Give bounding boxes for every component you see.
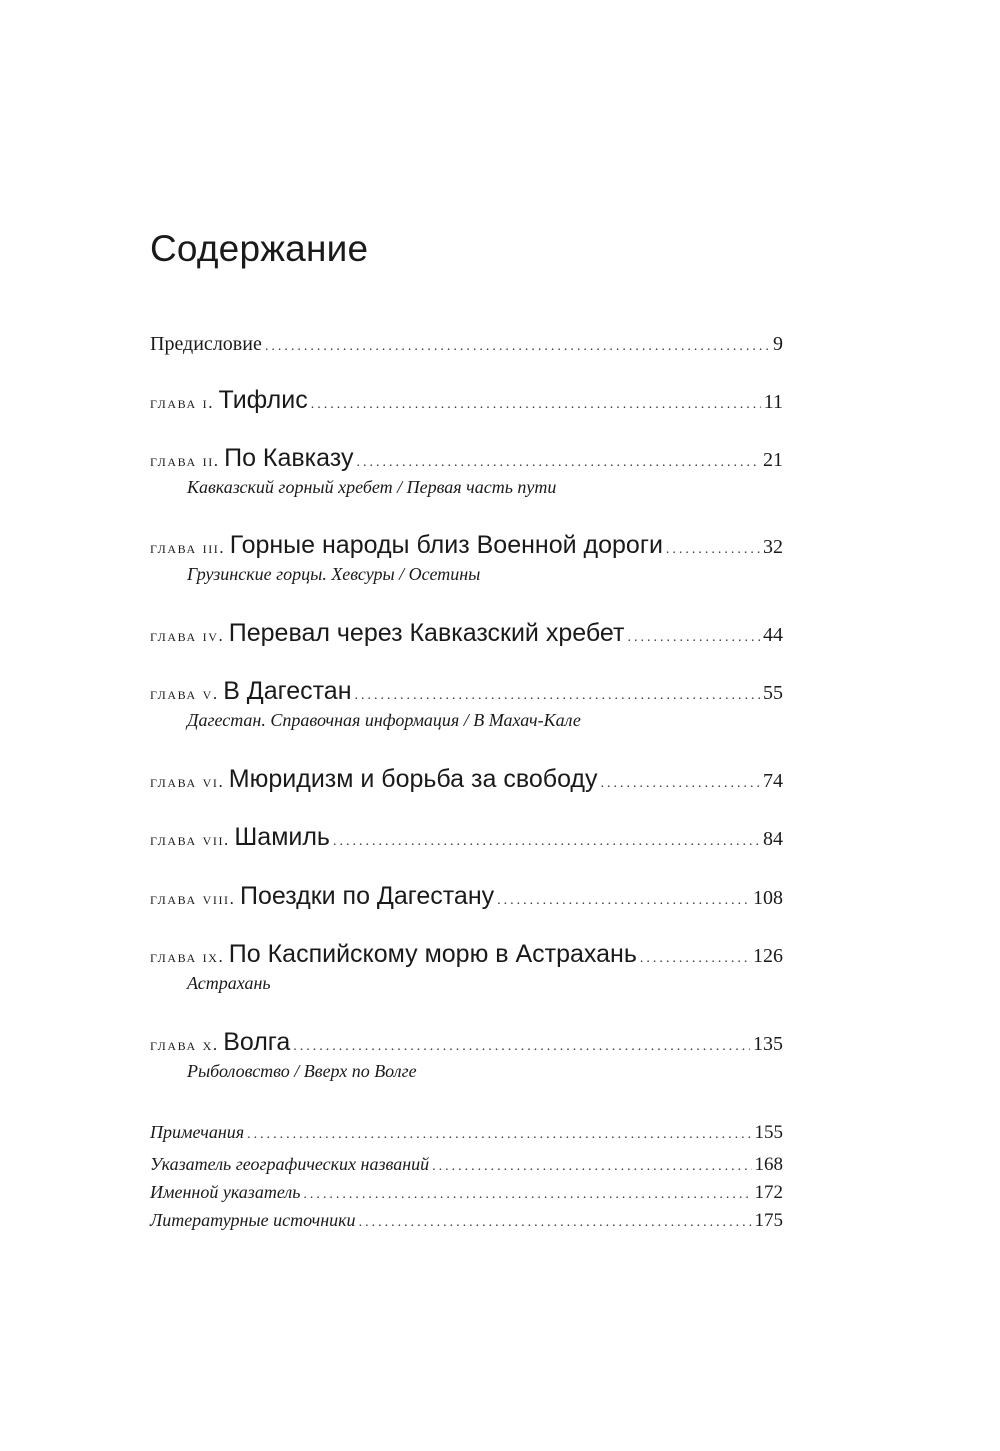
chapter-subtitle: Грузинские горцы. Хевсуры / Осетины	[187, 564, 481, 584]
toc-entry-chapter-2[interactable]	[150, 444, 783, 498]
dot-leader	[293, 1039, 750, 1055]
dot-leader	[356, 455, 760, 471]
chapter-subtitle: Рыболовство / Вверх по Волге	[187, 1061, 417, 1081]
page-number: 108	[753, 887, 783, 909]
chapter-number: глава viii.	[150, 889, 236, 908]
page-title: Содержание	[150, 228, 369, 269]
chapter-subtitle: Астрахань	[187, 973, 271, 993]
toc-entry-name-index[interactable]	[150, 1182, 783, 1204]
dot-leader	[359, 1215, 752, 1231]
chapter-number: глава vii.	[150, 830, 230, 849]
dot-leader	[247, 1127, 751, 1143]
chapter-number: глава i.	[150, 393, 215, 412]
chapter-title: Шамиль	[234, 823, 330, 851]
toc-entry-chapter-4[interactable]	[150, 619, 783, 648]
page-number: 168	[754, 1154, 783, 1175]
chapter-title: В Дагестан	[223, 677, 352, 705]
toc-entry-chapter-1[interactable]	[150, 386, 783, 415]
page-number: 11	[763, 391, 783, 413]
toc-entry-chapter-7[interactable]	[150, 823, 783, 852]
chapter-subtitle: Кавказский горный хребет / Первая часть пути	[187, 477, 557, 497]
toc-entry-chapter-5[interactable]	[150, 677, 783, 731]
page-number: 55	[763, 682, 783, 704]
entry-title: Предисловие	[150, 333, 262, 355]
dot-leader	[355, 688, 761, 704]
chapter-title: Перевал через Кавказский хребет	[228, 619, 625, 647]
dot-leader	[265, 339, 770, 355]
chapter-title: Поездки по Дагестану	[239, 882, 495, 910]
page-number: 32	[763, 536, 783, 558]
chapter-title: Горные народы близ Военной дороги	[229, 531, 663, 559]
dot-leader	[601, 776, 760, 792]
toc-entry-preface[interactable]	[150, 333, 783, 356]
toc-entry-notes[interactable]	[150, 1122, 783, 1144]
chapter-title: Волга	[223, 1028, 291, 1056]
toc-entry-geographic-index[interactable]	[150, 1154, 783, 1176]
chapter-title: Мюридизм и борьба за свободу	[228, 765, 598, 793]
page-number: 172	[754, 1182, 783, 1203]
toc-entry-chapter-9[interactable]	[150, 940, 783, 994]
page-number: 9	[773, 333, 783, 355]
entry-title: Литературные источники	[150, 1210, 356, 1230]
entry-title: Примечания	[150, 1122, 245, 1142]
chapter-number: глава ii.	[150, 451, 220, 470]
chapter-subtitle: Дагестан. Справочная информация / В Махач-Кале	[187, 710, 581, 730]
dot-leader	[311, 397, 761, 413]
dot-leader	[497, 893, 750, 909]
toc-entry-chapter-3[interactable]	[150, 531, 783, 585]
dot-leader	[432, 1159, 751, 1175]
chapter-title: Тифлис	[218, 386, 308, 414]
chapter-number: глава ix.	[150, 947, 225, 966]
page-number: 155	[754, 1122, 783, 1143]
dot-leader	[303, 1187, 751, 1203]
dot-leader	[640, 951, 750, 967]
page-number: 44	[763, 624, 783, 646]
chapter-number: глава iv.	[150, 626, 225, 645]
chapter-number: глава x.	[150, 1035, 219, 1054]
page-number: 84	[763, 828, 783, 850]
entry-title: Именной указатель	[150, 1182, 301, 1202]
toc-entry-literature[interactable]	[150, 1210, 783, 1232]
toc-entry-chapter-8[interactable]	[150, 882, 783, 911]
page-number: 74	[763, 770, 783, 792]
page-number: 135	[753, 1033, 783, 1055]
page-number: 126	[753, 945, 783, 967]
dot-leader	[333, 834, 760, 850]
chapter-number: глава v.	[150, 684, 219, 703]
chapter-number: глава vi.	[150, 772, 225, 791]
toc-entry-chapter-10[interactable]	[150, 1028, 783, 1082]
chapter-number: глава iii.	[150, 538, 226, 557]
toc-entry-chapter-6[interactable]	[150, 765, 783, 794]
page-number: 175	[754, 1210, 783, 1231]
dot-leader	[666, 542, 760, 558]
chapter-title: По Кавказу	[224, 444, 354, 472]
dot-leader	[627, 630, 760, 646]
entry-title: Указатель географических названий	[150, 1154, 430, 1174]
contents-page	[150, 0, 783, 1451]
chapter-title: По Каспийскому морю в Астрахань	[228, 940, 637, 968]
page-number: 21	[763, 449, 783, 471]
